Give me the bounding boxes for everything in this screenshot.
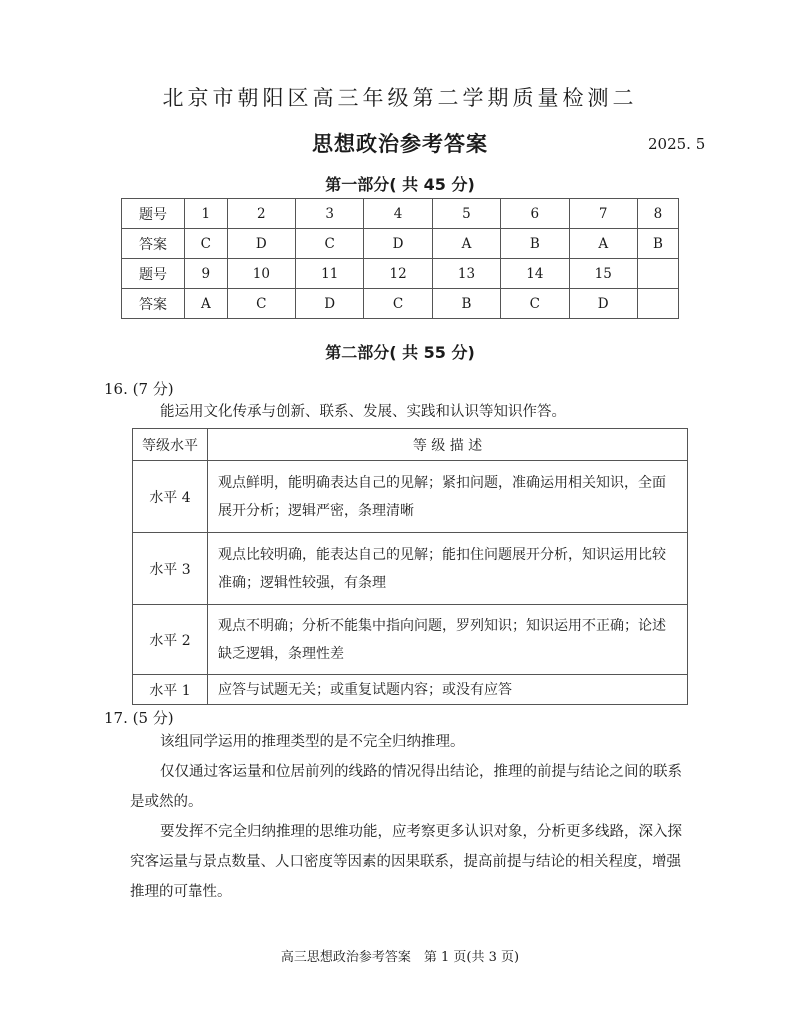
answer-cell: C xyxy=(364,289,432,319)
description-header: 等 级 描 述 xyxy=(208,429,688,461)
answer-table-row xyxy=(122,199,679,229)
level-label: 水平 4 xyxy=(133,461,208,533)
answer-table-row xyxy=(122,259,679,289)
document-subtitle: 思想政治参考答案 xyxy=(312,132,488,156)
answer-cell: D xyxy=(296,289,364,319)
answer-cell xyxy=(637,289,678,319)
answer-cell: D xyxy=(569,289,637,319)
question-number-cell: 1 xyxy=(185,199,228,229)
row-label: 题号 xyxy=(122,259,185,289)
part2-heading: 第二部分( 共 55 分) xyxy=(325,343,475,362)
level-row xyxy=(133,461,688,533)
level-description: 观点不明确；分析不能集中指向问题，罗列知识；知识运用不正确；论述缺乏逻辑，条理性差 xyxy=(208,605,688,675)
q17-paragraph: 该组同学运用的推理类型的是不完全归纳推理。 xyxy=(160,734,465,750)
question-number-cell: 13 xyxy=(432,259,500,289)
answer-table-row xyxy=(122,229,679,259)
q17-number: 17. (5 分) xyxy=(104,709,174,727)
answer-cell: B xyxy=(637,229,678,259)
level-row xyxy=(133,605,688,675)
question-number-cell: 11 xyxy=(296,259,364,289)
question-number-cell: 10 xyxy=(227,259,295,289)
question-number-cell: 12 xyxy=(364,259,432,289)
answer-cell: D xyxy=(227,229,295,259)
level-label: 水平 2 xyxy=(133,605,208,675)
question-number-cell: 8 xyxy=(637,199,678,229)
level-label: 水平 3 xyxy=(133,533,208,605)
question-number-cell: 14 xyxy=(501,259,569,289)
answer-cell: A xyxy=(185,289,228,319)
question-number-cell: 6 xyxy=(501,199,569,229)
question-number-cell: 2 xyxy=(227,199,295,229)
answer-cell: C xyxy=(501,289,569,319)
document-title: 北京市朝阳区高三年级第二学期质量检测二 xyxy=(162,86,638,110)
answer-table-row xyxy=(122,289,679,319)
q16-number: 16. (7 分) xyxy=(104,380,174,398)
answer-cell: C xyxy=(185,229,228,259)
answer-cell: C xyxy=(296,229,364,259)
document-date: 2025. 5 xyxy=(648,135,706,153)
level-row xyxy=(133,533,688,605)
answer-cell: D xyxy=(364,229,432,259)
level-table xyxy=(132,428,688,705)
level-description: 观点鲜明，能明确表达自己的见解；紧扣问题，准确运用相关知识，全面展开分析；逻辑严密，条理清晰 xyxy=(208,461,688,533)
row-label: 答案 xyxy=(122,289,185,319)
q16-intro: 能运用文化传承与创新、联系、发展、实践和认识等知识作答。 xyxy=(160,404,566,420)
answer-cell: B xyxy=(432,289,500,319)
page-footer: 高三思想政治参考答案 第 1 页(共 3 页) xyxy=(280,950,520,965)
question-number-cell: 3 xyxy=(296,199,364,229)
question-number-cell: 9 xyxy=(185,259,228,289)
question-number-cell: 4 xyxy=(364,199,432,229)
q17-paragraph: 要发挥不完全归纳推理的思维功能，应考察更多认识对象，分析更多线路，深入探究客运量与景点数量、人口密度等因素的因果联系，提高前提与结论的相关程度，增强推理的可靠性。 xyxy=(130,824,682,900)
level-label: 水平 1 xyxy=(133,675,208,705)
question-number-cell: 15 xyxy=(569,259,637,289)
answer-cell: B xyxy=(501,229,569,259)
level-row xyxy=(133,675,688,705)
level-header: 等级水平 xyxy=(133,429,208,461)
row-label: 答案 xyxy=(122,229,185,259)
level-description: 应答与试题无关；或重复试题内容；或没有应答 xyxy=(208,675,688,705)
question-number-cell xyxy=(637,259,678,289)
answer-cell: C xyxy=(227,289,295,319)
part1-heading: 第一部分( 共 45 分) xyxy=(325,175,475,194)
question-number-cell: 5 xyxy=(432,199,500,229)
q17-paragraph: 仅仅通过客运量和位居前列的线路的情况得出结论，推理的前提与结论之间的联系是或然的。 xyxy=(130,764,682,810)
answer-cell: A xyxy=(432,229,500,259)
question-number-cell: 7 xyxy=(569,199,637,229)
row-label: 题号 xyxy=(122,199,185,229)
level-description: 观点比较明确，能表达自己的见解；能扣住问题展开分析，知识运用比较准确；逻辑性较强，有条理 xyxy=(208,533,688,605)
answer-cell: A xyxy=(569,229,637,259)
answer-table xyxy=(121,198,679,319)
